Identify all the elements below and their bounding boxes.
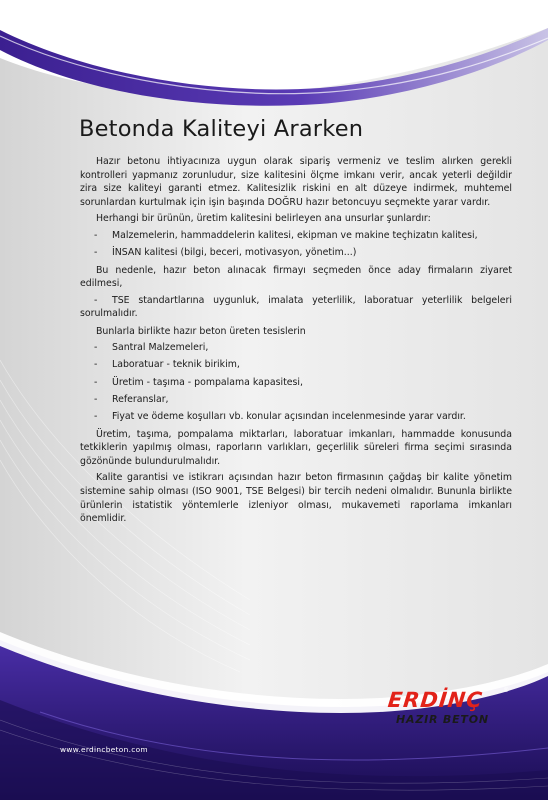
- article-body: [80, 155, 512, 529]
- list-item-text: Fiyat ve ödeme koşulları vb. konular açısından incelenmesinde yarar vardır.: [112, 411, 466, 423]
- list-item-text: Referanslar,: [112, 394, 169, 406]
- website-url[interactable]: www.erdincbeton.com: [60, 745, 148, 754]
- paragraph-production: Üretim, taşıma, pompalama miktarları, laboratuar imkanları, hammadde konusunda tetkiklerin yapılmış olması, raporların varlıkları, geçerlilik süreleri firma seçimi sırasında gözönünde bulundurulmalıdır.: [80, 428, 512, 467]
- erdinc-logo: [388, 688, 512, 740]
- facilities-list: [80, 341, 512, 424]
- bullet-dash: -: [94, 229, 98, 241]
- list-item: [80, 376, 512, 390]
- list-item-text: TSE standartlarına uygunluk, imalata yeterlilik, laboratuar yeterlilik belgeleri sorulmalıdır.: [80, 294, 512, 320]
- list-item: [80, 229, 512, 243]
- list-item: [80, 410, 512, 424]
- paragraph-quality-system: Kalite garantisi ve istikrarı açısından hazır beton firmasının çağdaş bir kalite yönetim sistemine sahip olması (ISO 9001, TSE Belgesi) bir tercih nedeni olmalıdır. Bununla birlikte ürünlerin istatistik yöntemlerle izleniyor olması, mukavemeti raporlama imkanları önemlidir.: [80, 472, 512, 525]
- list-item-text: Malzemelerin, hammaddelerin kalitesi, ekipman ve makine teçhizatın kalitesi,: [112, 229, 478, 241]
- page-title: Betonda Kaliteyi Ararken: [79, 116, 364, 142]
- logo-brand: ERDİNÇ: [386, 688, 485, 712]
- bullet-dash: -: [94, 342, 98, 354]
- list-item: [80, 341, 512, 355]
- certificates-list: [80, 294, 512, 321]
- list-item-text: Üretim - taşıma - pompalama kapasitesi,: [112, 376, 303, 388]
- bullet-dash: -: [94, 294, 98, 306]
- bullet-dash: -: [94, 394, 98, 406]
- list-item: [80, 393, 512, 407]
- list-item-text: Laboratuar - teknik birikim,: [112, 359, 240, 371]
- bullet-dash: -: [94, 359, 98, 371]
- list-item-text: İNSAN kalitesi (bilgi, beceri, motivasyon, yönetim...): [112, 247, 357, 259]
- list-item: [80, 294, 512, 321]
- paragraph-visit: Bu nedenle, hazır beton alınacak firmayı seçmeden önce aday firmaların ziyaret edilmesi,: [80, 264, 512, 290]
- list-item: [80, 358, 512, 372]
- paragraph-factors: Herhangi bir ürünün, üretim kalitesini belirleyen ana unsurlar şunlardır:: [96, 213, 431, 225]
- paragraph-facilities: Bunlarla birlikte hazır beton üreten tesislerin: [96, 325, 306, 337]
- logo-subtitle: HAZIR BETON: [396, 713, 489, 726]
- paragraph-intro: Hazır betonu ihtiyacınıza uygun olarak sipariş vermeniz ve teslim alırken gerekli kontrolleri yapmanız zorunludur, size kalitesini ölçme imkanı verir, ancak yeterli değildir zira size kaliteyi garanti etmez. Kalitesizlik riskini en alt düzeye indirmek, muhtemel sorunlardan kurtulmak için işin başında DOĞRU hazır betoncuyu seçmekte yarar vardır.: [80, 156, 512, 208]
- list-item: [80, 246, 512, 260]
- list-item-text: Santral Malzemeleri,: [112, 342, 209, 354]
- factors-list: [80, 229, 512, 260]
- bullet-dash: -: [94, 411, 98, 423]
- bullet-dash: -: [94, 247, 98, 259]
- bullet-dash: -: [94, 376, 98, 388]
- registered-mark: ®: [504, 688, 509, 694]
